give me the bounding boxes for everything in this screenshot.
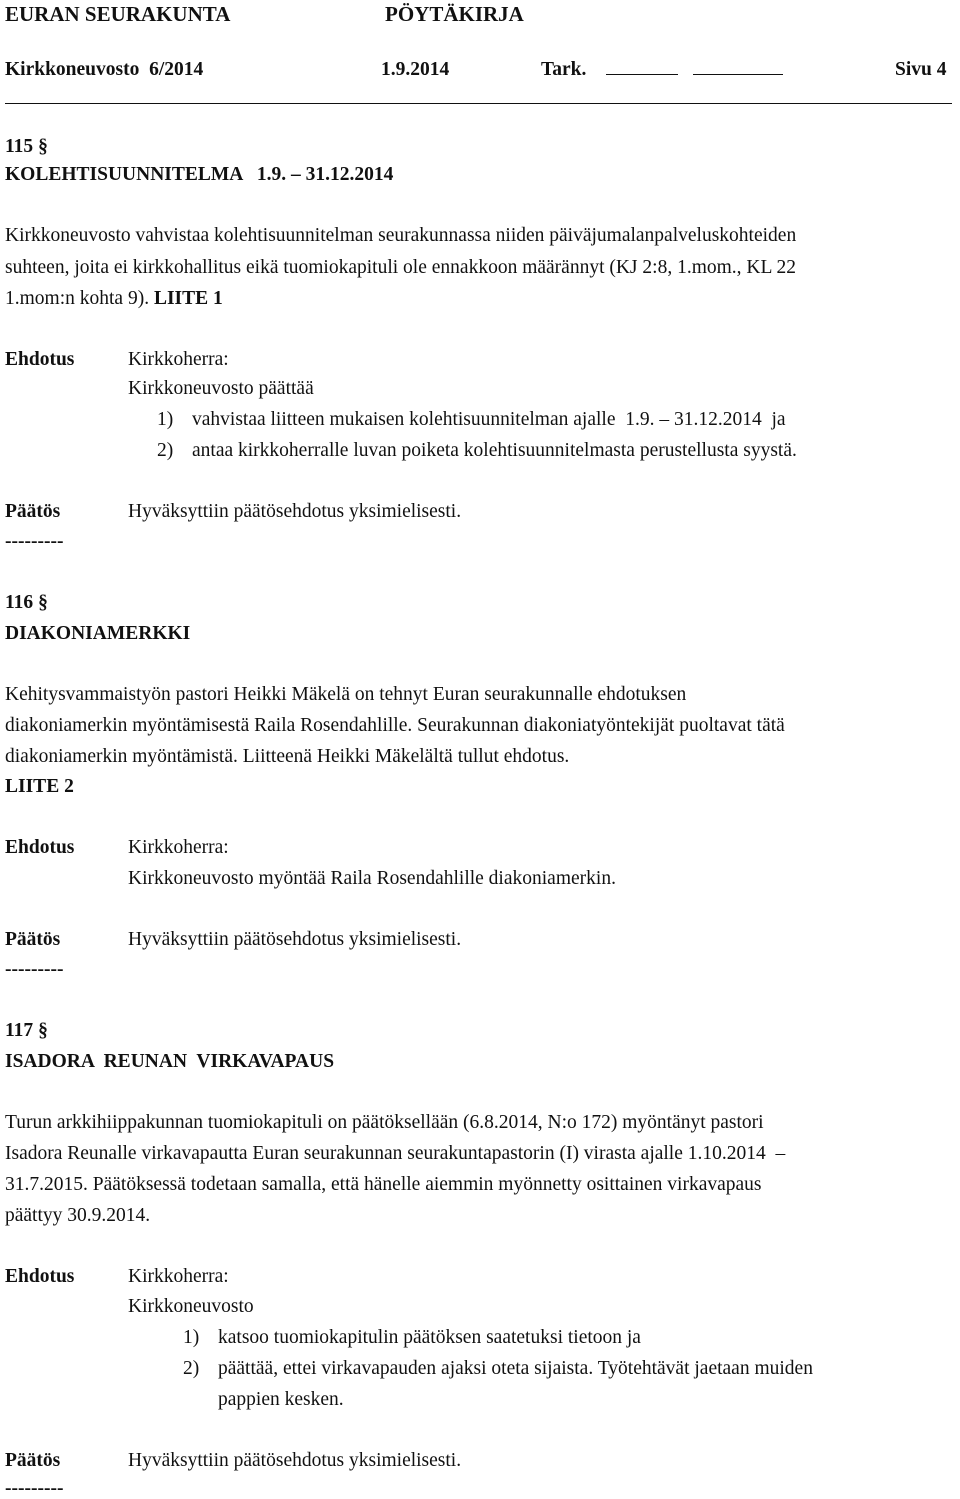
section-115-number: 115 §	[5, 136, 48, 157]
section-115-proposer: Kirkkoherra:	[128, 349, 229, 370]
section-117-body-line-3: 31.7.2015. Päätöksessä todetaan samalla, että hänelle aiemmin myönnetty osittainen virkavapaus	[5, 1174, 762, 1195]
meeting-date: 1.9.2014	[381, 59, 450, 80]
section-115-decision: Hyväksyttiin päätösehdotus yksimielisesti.	[128, 501, 462, 522]
section-117-proposal-lead: Kirkkoneuvosto	[128, 1296, 254, 1317]
section-116-body-line-1: Kehitysvammaistyön pastori Heikki Mäkelä on tehnyt Euran seurakunnalle ehdotuksen	[5, 684, 687, 705]
section-117-body-line-4: päättyy 30.9.2014.	[5, 1205, 151, 1226]
section-116-decision-label: Päätös	[5, 929, 61, 950]
section-115-item-2-text: antaa kirkkoherralle luvan poiketa kolehtisuunnitelmasta perustellusta syystä.	[192, 440, 797, 461]
section-116-body-line-3: diakoniamerkin myöntämistä. Liitteenä Heikki Mäkelältä tullut ehdotus.	[5, 746, 570, 767]
section-116-proposal-label: Ehdotus	[5, 837, 75, 858]
attachment-ref-2: LIITE 2	[5, 776, 74, 797]
section-117-body-line-1: Turun arkkihiippakunnan tuomiokapituli on päätöksellään (6.8.2014, N:o 172) myöntänyt pastori	[5, 1112, 764, 1133]
section-115-separator: ---------	[5, 531, 64, 552]
section-117-item-2-number: 2)	[183, 1358, 200, 1379]
section-116-proposer: Kirkkoherra:	[128, 837, 229, 858]
section-115-decision-label: Päätös	[5, 501, 61, 522]
section-115-body-line-2: suhteen, joita ei kirkkohallitus eikä tuomiokapituli ole ennakkoon määrännyt (KJ 2:8, 1.mom., KL 22	[5, 257, 797, 278]
section-115-item-1-number: 1)	[157, 409, 174, 430]
section-115-proposal-label: Ehdotus	[5, 349, 75, 370]
section-117-proposal-label: Ehdotus	[5, 1266, 75, 1287]
attachment-ref-1: LIITE 1	[153, 288, 223, 309]
section-116-number: 116 §	[5, 592, 48, 613]
section-117-body-line-2: Isadora Reunalle virkavapautta Euran seurakunnan seurakuntapastorin (I) virasta ajalle 1.10.2014 –	[5, 1143, 786, 1164]
section-117-item-1-text: katsoo tuomiokapitulin päätöksen saatetuksi tietoon ja	[218, 1327, 641, 1348]
section-116-decision: Hyväksyttiin päätösehdotus yksimielisesti.	[128, 929, 462, 950]
section-115-title: KOLEHTISUUNNITELMA 1.9. – 31.12.2014	[5, 164, 394, 185]
section-117-item-2-continuation: pappien kesken.	[218, 1389, 344, 1410]
tark-signature-line-2	[693, 60, 783, 75]
section-116-separator: ---------	[5, 959, 64, 980]
section-116-proposal-lead: Kirkkoneuvosto myöntää Raila Rosendahlille diakoniamerkin.	[128, 868, 616, 889]
header-rule	[5, 103, 952, 104]
meeting-id: Kirkkoneuvosto 6/2014	[5, 59, 204, 80]
document-type: PÖYTÄKIRJA	[385, 2, 524, 26]
section-117-decision: Hyväksyttiin päätösehdotus yksimielisesti.	[128, 1450, 462, 1471]
section-115-item-2-number: 2)	[157, 440, 174, 461]
tark-label: Tark.	[541, 59, 587, 80]
page-number: Sivu 4	[895, 59, 947, 80]
section-117-item-1-number: 1)	[183, 1327, 200, 1348]
section-115-body-line-3: 1.mom:n kohta 9). LIITE 1	[5, 288, 223, 309]
section-117-number: 117 §	[5, 1020, 48, 1041]
org-name: EURAN SEURAKUNTA	[5, 2, 231, 26]
section-115-proposal-lead: Kirkkoneuvosto päättää	[128, 378, 314, 399]
section-117-decision-label: Päätös	[5, 1450, 61, 1471]
section-115-body-line-1: Kirkkoneuvosto vahvistaa kolehtisuunnitelman seurakunnassa niiden päiväjumalanpalveluskohteiden	[5, 225, 797, 246]
section-117-item-2-text: päättää, ettei virkavapauden ajaksi oteta sijaista. Työtehtävät jaetaan muiden	[218, 1358, 813, 1379]
section-117-proposer: Kirkkoherra:	[128, 1266, 229, 1287]
section-117-separator: ---------	[5, 1478, 64, 1499]
tark-signature-line-1	[606, 60, 678, 75]
section-117-title: ISADORA REUNAN VIRKAVAPAUS	[5, 1051, 335, 1072]
section-115-item-1-text: vahvistaa liitteen mukaisen kolehtisuunnitelman ajalle 1.9. – 31.12.2014 ja	[192, 409, 786, 430]
section-116-body-line-2: diakoniamerkin myöntämisestä Raila Rosendahlille. Seurakunnan diakoniatyöntekijät puoltavat tätä	[5, 715, 785, 736]
section-116-title: DIAKONIAMERKKI	[5, 623, 191, 644]
